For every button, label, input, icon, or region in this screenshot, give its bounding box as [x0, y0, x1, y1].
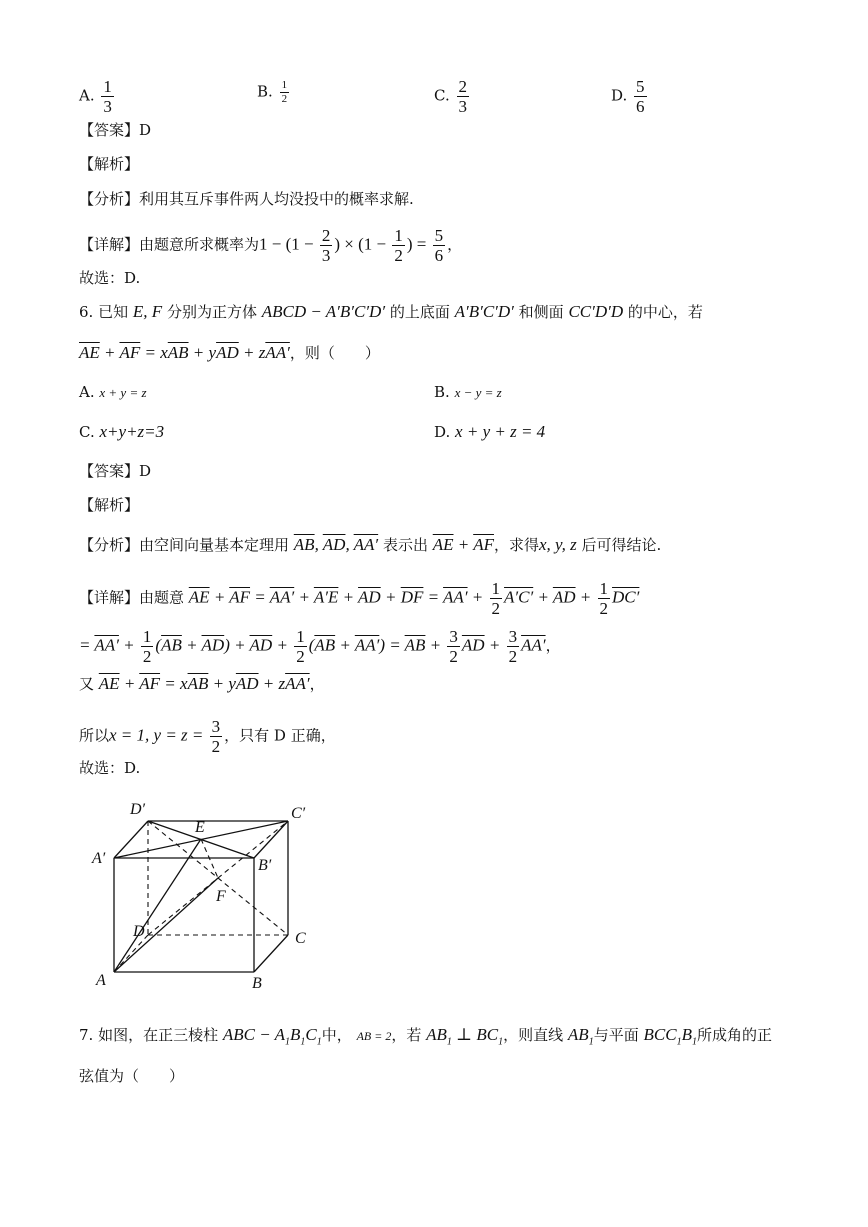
q6-stem-line1: 6. 已知 E, F 分别为正方体 ABCD − A′B′C′D′ 的上底面 A′B′C′D′ 和侧面 CC′D′D 的中心，若 — [79, 302, 703, 321]
label-e: E — [195, 819, 205, 836]
label-c1: C′ — [291, 805, 306, 822]
label-c: C — [295, 930, 306, 947]
q5-fenxi: 【分析】利用其互斥事件两人均没投中的概率求解. — [79, 190, 414, 208]
q7-stem-line2: 弦值为（ ） — [79, 1067, 185, 1085]
q5-option-c: C. $\frac{2}{3}$ — [434, 77, 467, 116]
label-a: A — [96, 972, 106, 989]
q6-detail-line3: 又 $\overline{AE} + \overline{AF} = x\overline{AB} + y\overline{AD} + zAA'$， — [79, 674, 325, 693]
q6-detail-line1: 【详解】由题意 $\overline{AE} + \overline{AF} = AA' + A'E + \overline{AD} + \overline{DF} = AA'$ + $\frac{1}{2}$ $A'C' + \overline{AD}$ + $\frac{1}{2}$ DC′ — [79, 579, 640, 618]
q6-option-a: A. x + y = z — [79, 383, 147, 401]
q6-answer: 【答案】D — [79, 462, 152, 480]
q6-stem-line2: $\overline{AE} + \overline{AF} = x\overline{AB} + y\overline{AD} + zAA'$，则（ ） — [79, 343, 380, 362]
q5-analysis-heading: 【解析】 — [79, 155, 140, 173]
fraction: $\frac{5}{6}$ — [636, 77, 645, 116]
q6-fenxi: 【分析】由空间向量基本定理用 $\overline{AB}$, $\overline{AD}$, AA′ 表示出 $\overline{AE} + \overline{AF}$，求得x, y, z 后可得结论. — [79, 535, 662, 554]
q5-option-d: D. $\frac{5}{6}$ — [611, 77, 645, 116]
label-d: D — [133, 923, 145, 940]
q6-analysis-heading: 【解析】 — [79, 496, 140, 514]
q7-stem-line1: 7. 如图，在正三棱柱 ABC − $A_1B_1C_1$中， AB = 2，若 $AB_1$ ⊥ $BC_1$，则直线 $AB_1$与平面 $BCC_1B_1$所成角的正 — [79, 1025, 772, 1048]
q6-option-c: C. x+y+z=3 — [79, 422, 165, 441]
label-b1: B′ — [258, 857, 272, 874]
q6-choose: 故选：D. — [79, 759, 141, 777]
cube-figure — [88, 798, 328, 998]
fraction: $\frac{1}{2}$ — [281, 79, 288, 105]
fraction: $\frac{2}{3}$ — [458, 77, 467, 116]
q5-choose: 故选：D. — [79, 269, 141, 287]
q5-option-a: A. $\frac{1}{3}$ — [79, 77, 112, 116]
q6-detail-line2: = AA′ + $\frac{1}{2}$ $(\overline{AB} + \overline{AD}) + \overline{AD}$ + $\frac{1}{2}$ $(\overline{AB} + AA') = \overline{AB}$ + $\frac{3}{2}$ $\overline{AD}$ + $\frac{3}{2}$ AA′， — [79, 627, 561, 666]
q6-detail-line4: 所以x = 1, y = z = $\frac{3}{2}$ ，只有 D 正确， — [79, 717, 336, 756]
label-a1: A′ — [92, 850, 106, 867]
q5-answer: 【答案】D — [79, 121, 152, 139]
q5-option-b: B. $\frac{1}{2}$ — [257, 79, 288, 105]
label-f: F — [216, 888, 226, 905]
q6-option-b: B. x − y = z — [434, 383, 502, 401]
q5-detail: 【详解】由题意所求概率为1 − (1 − $\frac{2}{3}$ ) × (1 − $\frac{1}{2}$ ) = $\frac{5}{6}$ ， — [79, 226, 463, 265]
label-d1: D′ — [130, 801, 146, 818]
fraction: $\frac{1}{3}$ — [103, 77, 112, 116]
q6-option-d: D. x + y + z = 4 — [434, 422, 546, 441]
label-b: B — [252, 975, 262, 992]
